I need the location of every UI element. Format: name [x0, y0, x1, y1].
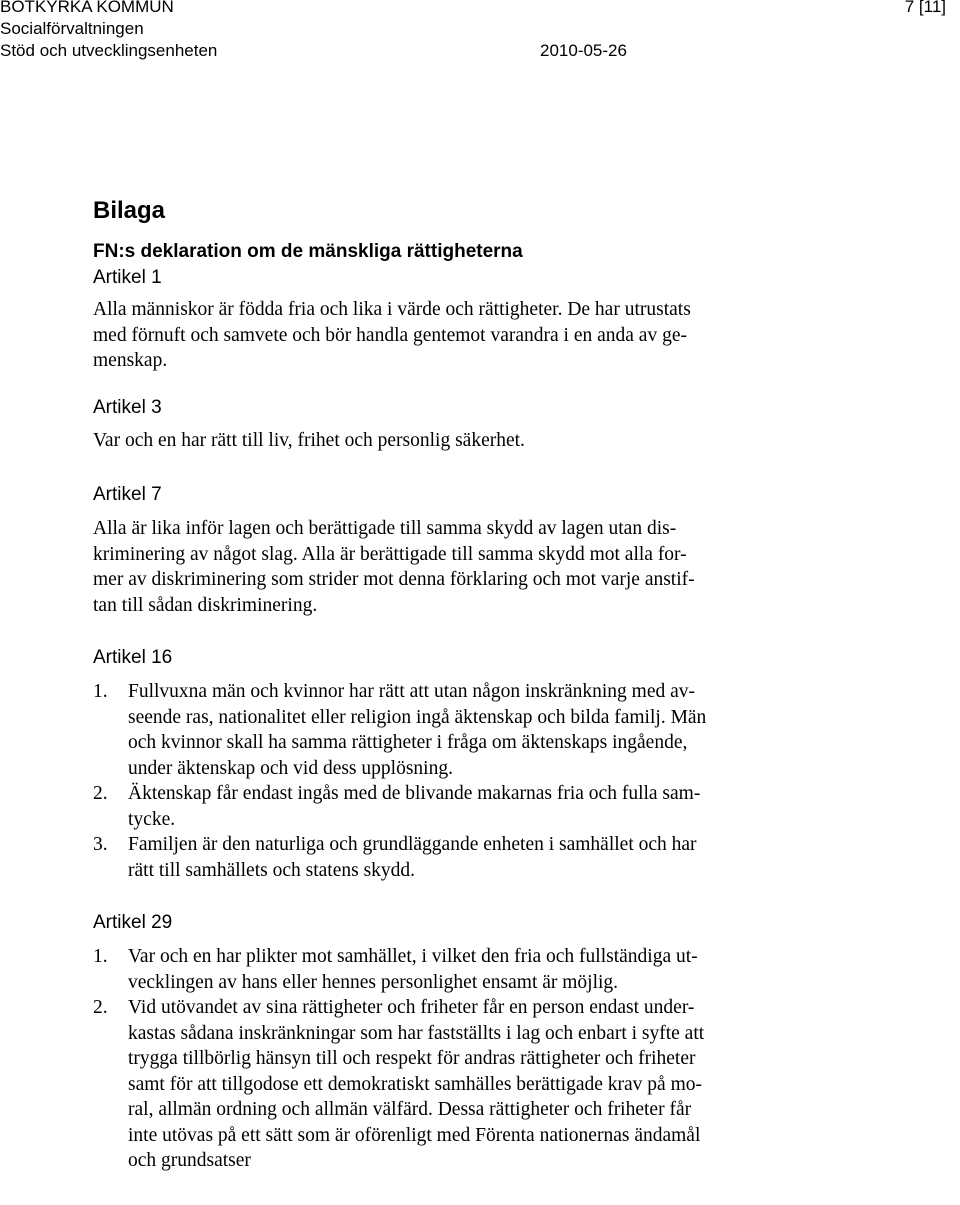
- article-heading: Artikel 3: [93, 396, 162, 418]
- text-line: trygga tillbörlig hänsyn till och respekt för andras rättigheter och friheter: [128, 1048, 696, 1069]
- article-list: [93, 944, 833, 1174]
- text-line: samt för att tillgodose ett demokratiskt samhälles berättigade krav på mo-: [128, 1073, 703, 1095]
- text-line: Fullvuxna män och kvinnor har rätt att utan någon inskränkning med av-: [128, 681, 695, 702]
- text-line: kriminering av något slag. Alla är berättigade till samma skydd mot alla for-: [93, 543, 687, 565]
- list-item-number: 3.: [93, 834, 108, 855]
- list-item: [93, 995, 833, 1174]
- text-line: seende ras, nationalitet eller religion ingå äktenskap och bilda familj. Män: [128, 706, 707, 728]
- text-line: Alla är lika inför lagen och berättigade till samma skydd av lagen utan dis-: [93, 518, 677, 539]
- text-line: ral, allmän ordning och allmän välfärd. Dessa rättigheter och friheter får: [128, 1099, 692, 1120]
- list-item-number: 1.: [93, 946, 108, 967]
- list-item-number: 2.: [93, 997, 108, 1018]
- text-line: med förnuft och samvete och bör handla gentemot varandra i en anda av ge-: [93, 324, 687, 346]
- text-line: Alla människor är födda fria och lika i värde och rättigheter. De har utrustats: [93, 299, 691, 320]
- list-item: [93, 679, 833, 781]
- text-line: Var och en har rätt till liv, frihet och personlig säkerhet.: [93, 429, 525, 451]
- document-subtitle: FN:s deklaration om de mänskliga rättigheterna: [93, 241, 523, 262]
- text-line: rätt till samhällets och statens skydd.: [128, 859, 416, 881]
- text-line: menskap.: [93, 350, 168, 371]
- header-unit: Stöd och utvecklingsenheten: [0, 41, 218, 60]
- list-item: [93, 944, 833, 995]
- text-line: tan till sådan diskriminering.: [93, 594, 318, 616]
- text-line: kastas sådana inskränkningar som har fastställts i lag och enbart i syfte att: [128, 1022, 705, 1044]
- header-department: Socialförvaltningen: [0, 19, 144, 38]
- list-item-number: 2.: [93, 783, 108, 804]
- article-text: [93, 516, 833, 618]
- article-heading: Artikel 7: [93, 484, 162, 505]
- text-line: Familjen är den naturliga och grundläggande enheten i samhället och har: [128, 834, 697, 855]
- document-title: Bilaga: [93, 197, 166, 224]
- list-item: [93, 832, 833, 883]
- article-1: [93, 266, 833, 374]
- article-text: [93, 297, 833, 374]
- article-list: [93, 679, 833, 883]
- article-3: [93, 396, 833, 454]
- header-organization: BOTKYRKA KOMMUN: [0, 0, 174, 16]
- article-heading: Artikel 16: [93, 647, 173, 668]
- article-heading: Artikel 1: [93, 267, 162, 288]
- article-29: [93, 911, 833, 1174]
- text-line: Äktenskap får endast ingås med de blivande makarnas fria och fulla sam-: [128, 783, 701, 804]
- text-line: och kvinnor skall ha samma rättigheter i fråga om äktenskaps ingående,: [128, 732, 688, 753]
- page-number: 7 [11]: [904, 0, 946, 16]
- text-line: vecklingen av hans eller hennes personlighet ensamt är möjlig.: [128, 971, 619, 993]
- text-line: under äktenskap och vid dess upplösning.: [128, 757, 453, 779]
- text-line: tycke.: [128, 808, 176, 830]
- document-body: [93, 196, 833, 1174]
- article-7: [93, 483, 833, 618]
- text-line: inte utövas på ett sätt som är oförenligt med Förenta nationernas ändamål: [128, 1124, 701, 1146]
- article-heading: Artikel 29: [93, 912, 173, 933]
- text-line: Var och en har plikter mot samhället, i vilket den fria och fullständiga ut-: [128, 946, 698, 967]
- header-date: 2010-05-26: [540, 41, 627, 60]
- text-line: Vid utövandet av sina rättigheter och friheter får en person endast under-: [128, 997, 695, 1018]
- article-16: [93, 646, 833, 883]
- list-item-number: 1.: [93, 681, 108, 702]
- article-text: [93, 428, 833, 454]
- text-line: mer av diskriminering som strider mot denna förklaring och mot varje anstif-: [93, 569, 695, 590]
- text-line: och grundsatser: [128, 1150, 251, 1171]
- list-item: [93, 781, 833, 832]
